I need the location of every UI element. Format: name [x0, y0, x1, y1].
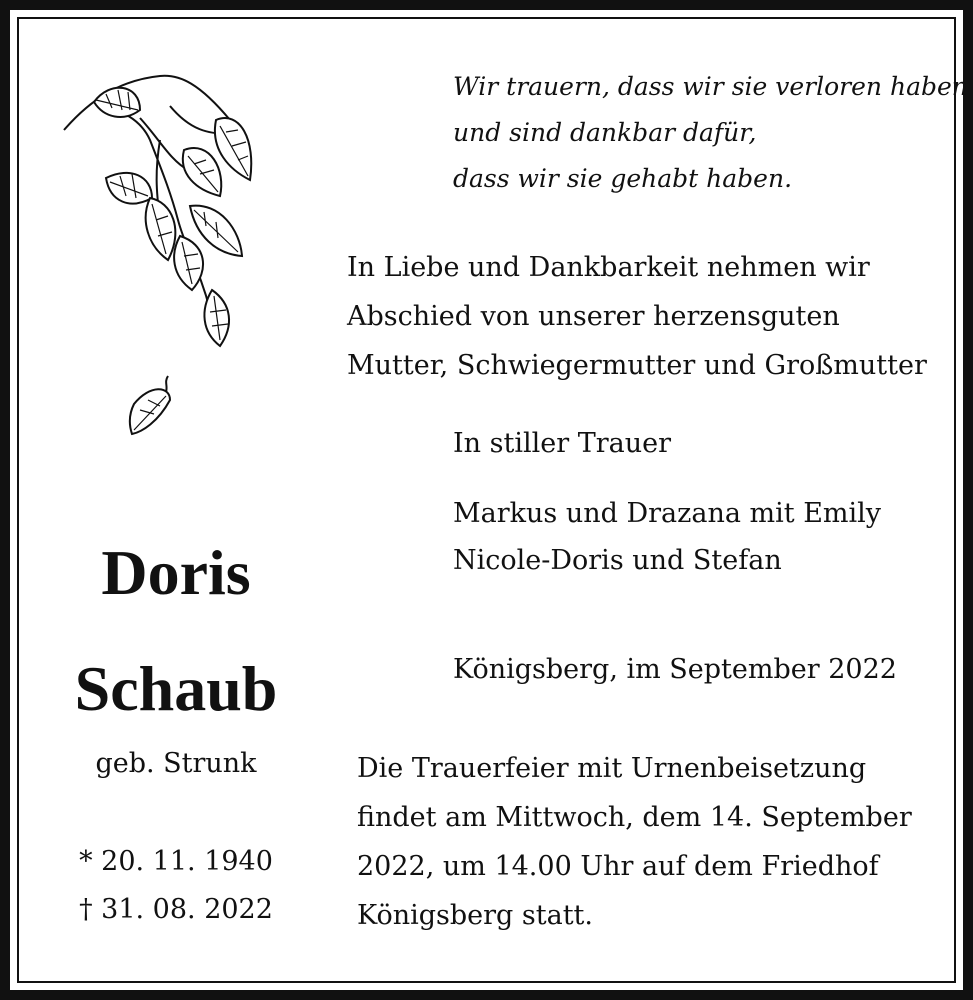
deceased-first-name: Doris — [101, 537, 251, 608]
farewell-line: Mutter, Schwiegermutter und Großmutter — [347, 350, 927, 381]
farewell-line: Abschied von unserer herzensguten — [347, 301, 840, 332]
ceremony-info — [357, 744, 912, 940]
birth-date: * 20. 11. 1940 — [79, 846, 273, 877]
ceremony-line: 2022, um 14.00 Uhr auf dem Friedhof — [357, 851, 879, 882]
mourners-heading: In stiller Trauer — [453, 428, 672, 459]
poem-line: Wir trauern, dass wir sie verloren haben — [453, 72, 968, 101]
poem-line: und sind dankbar dafür, — [453, 118, 757, 147]
mourner-line: Nicole-Doris und Stefan — [453, 545, 782, 576]
deceased-birth-name: geb. Strunk — [95, 748, 257, 779]
mourner-line: Markus und Drazana mit Emily — [453, 498, 882, 529]
death-date: † 31. 08. 2022 — [79, 894, 273, 925]
deceased-last-name: Schaub — [74, 653, 278, 724]
ceremony-line: Königsberg statt. — [357, 900, 593, 931]
farewell-text — [347, 243, 927, 390]
place-and-date: Königsberg, im September 2022 — [453, 654, 897, 685]
poem-quote — [453, 64, 968, 202]
mourners-list — [453, 490, 881, 584]
life-dates — [0, 838, 352, 934]
farewell-line: In Liebe und Dankbarkeit nehmen wir — [347, 252, 870, 283]
poem-line: dass wir sie gehabt haben. — [453, 164, 793, 193]
ceremony-line: findet am Mittwoch, dem 14. September — [357, 802, 912, 833]
ceremony-line: Die Trauerfeier mit Urnenbeisetzung — [357, 753, 867, 784]
birch-branch-icon — [60, 70, 260, 450]
